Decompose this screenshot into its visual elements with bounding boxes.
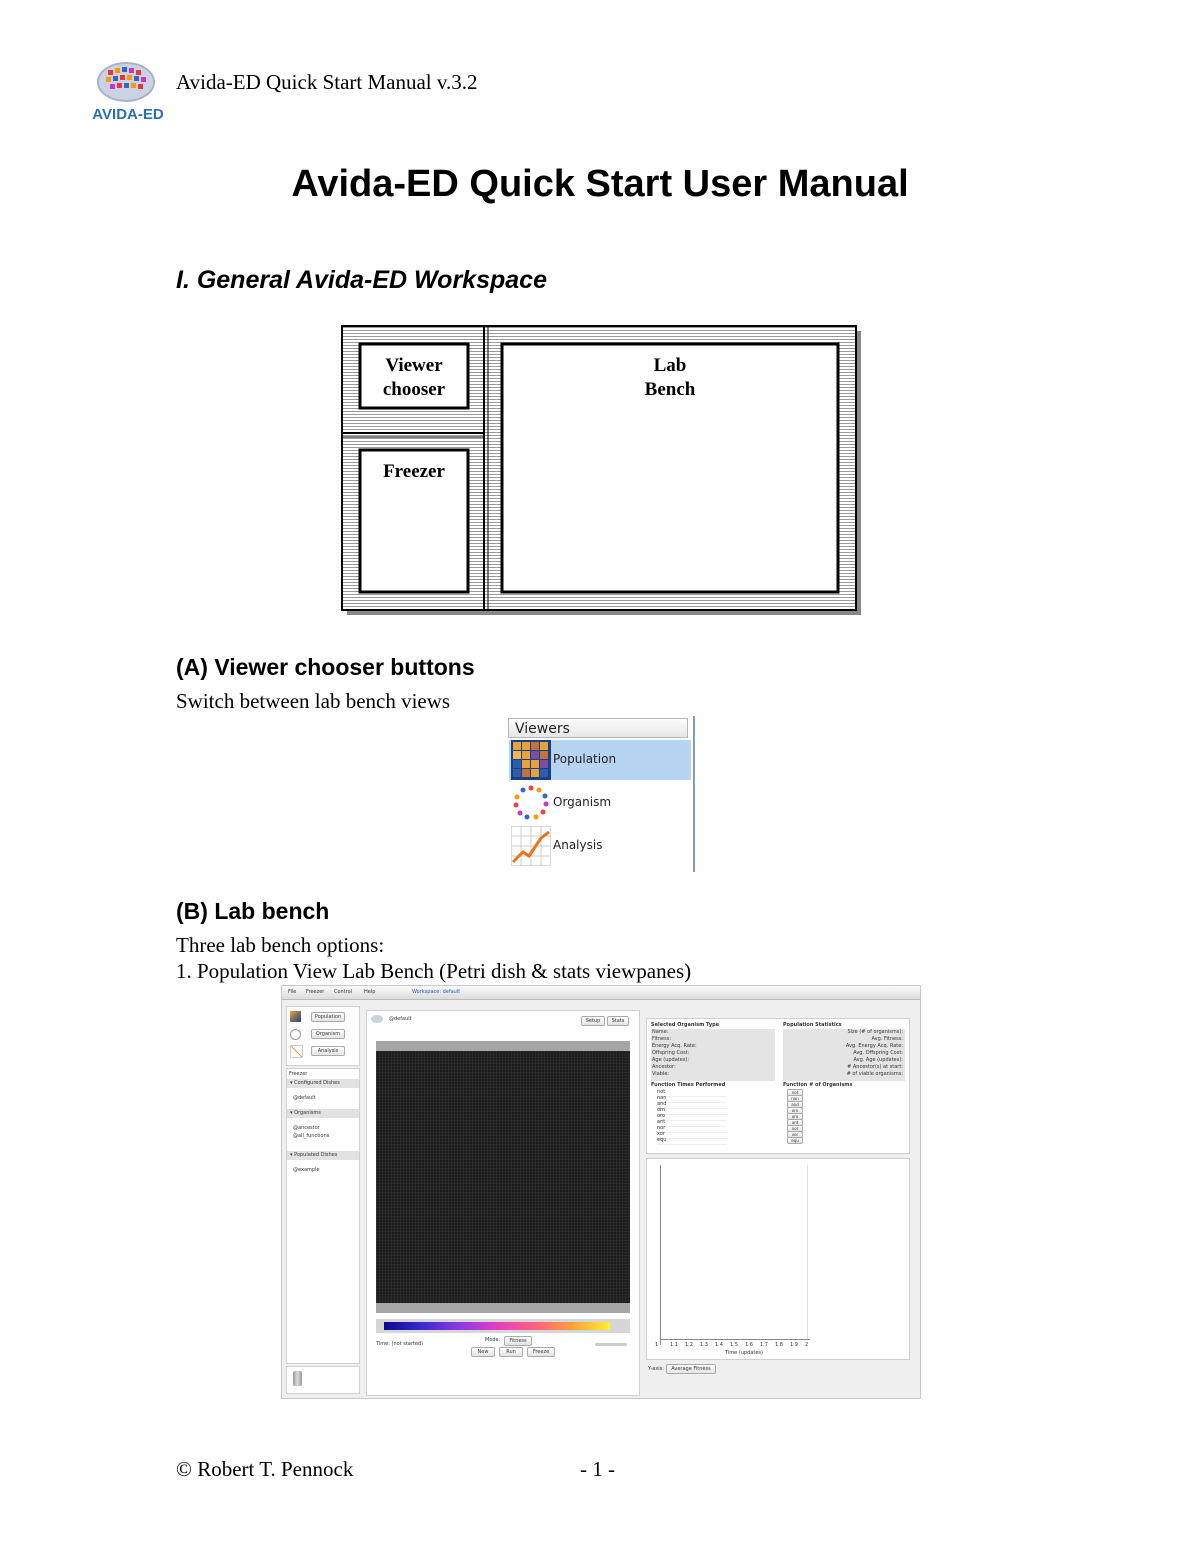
- fitness-scale-bar: [384, 1322, 610, 1330]
- svg-text:AVIDA-ED: AVIDA-ED: [92, 106, 164, 123]
- graph-x-tick: 2: [805, 1342, 809, 1348]
- graph-x-tick: 1: [655, 1342, 659, 1348]
- viewer-organism-label: Organism: [553, 795, 612, 809]
- function-row: oro: [657, 1113, 727, 1121]
- organisms-header[interactable]: ▾ Organisms: [287, 1109, 359, 1118]
- function-toggle-button[interactable]: and: [787, 1101, 803, 1108]
- freezer-title: Freezer: [289, 1071, 308, 1077]
- function-header-right: Function # of Organisms: [783, 1082, 853, 1088]
- menu-file[interactable]: File: [288, 989, 297, 995]
- zoom-slider[interactable]: [595, 1343, 627, 1346]
- population-graph-pane: [646, 1158, 910, 1360]
- footer-copyright: © Robert T. Pennock: [176, 1457, 354, 1481]
- function-toggle-button[interactable]: oro: [787, 1113, 803, 1120]
- function-row: not: [657, 1089, 727, 1097]
- freezer-pane: [286, 1068, 360, 1364]
- population-button[interactable]: Population: [311, 1012, 345, 1022]
- graph-x-tick: 1.3: [700, 1342, 708, 1348]
- graph-x-tick: 1.9: [790, 1342, 798, 1348]
- function-toggle-button[interactable]: equ: [787, 1137, 803, 1144]
- page-number: - 1 -: [580, 1457, 615, 1481]
- function-toggle-button[interactable]: not: [787, 1089, 803, 1096]
- trash-pane: [286, 1366, 360, 1394]
- freeze-button[interactable]: Freeze: [527, 1347, 555, 1357]
- function-row: ant: [657, 1119, 727, 1127]
- graph-x-tick: 1.1: [670, 1342, 678, 1348]
- graph-x-tick: 1.4: [715, 1342, 723, 1348]
- viewer-population-label: Population: [553, 752, 617, 766]
- dish-name: @default: [389, 1016, 412, 1022]
- menu-freezer[interactable]: Freezer: [306, 989, 325, 995]
- viewer-chooser-label: Viewer chooser: [382, 355, 446, 400]
- function-toggle-button[interactable]: nan: [787, 1095, 803, 1102]
- function-header-left: Function Times Performed: [651, 1082, 726, 1088]
- stats-button[interactable]: Stats: [607, 1016, 629, 1026]
- function-row: and: [657, 1101, 727, 1109]
- dish-icon: [371, 1015, 383, 1023]
- population-statistics-title: Population Statistics: [783, 1022, 842, 1028]
- yaxis-select[interactable]: Average Fitness: [666, 1364, 716, 1374]
- yaxis-label: Y-axis:: [648, 1366, 664, 1372]
- graph-x-tick: 1.7: [760, 1342, 768, 1348]
- function-row: xor: [657, 1131, 727, 1139]
- lab-bench-label: Lab Bench: [644, 355, 696, 400]
- stats-pane: Selected Organism Type Name: Fitness: Energy Acq. Rate: Offspring Cost: Age (updates): Ancestor: Viable: Function Times Performed Population Statistics Size (# of organisms): Avg. Fitness: Avg. Energy Acq. Rate: Avg. Offspring Cost: Avg. Age (updates): # Ancestor(s) at start: # of viable organisms: Function # of Organisms not nan and orn oro ant nor xor equ not nan and orn oro ant nor xor equ: [646, 1018, 910, 1154]
- function-row: nor: [657, 1125, 727, 1133]
- analysis-graph-icon: [511, 826, 551, 866]
- population-grid-icon: [290, 1011, 301, 1022]
- population-grid-icon: [511, 740, 551, 780]
- viewer-analysis-label: Analysis: [553, 838, 603, 852]
- workspace-label: Workspace: default: [412, 989, 461, 995]
- viewer-analysis-button[interactable]: [509, 826, 691, 866]
- selected-organism-title: Selected Organism Type: [651, 1022, 720, 1028]
- menu-control[interactable]: Control: [334, 989, 353, 995]
- freezer-item[interactable]: @example: [293, 1167, 320, 1173]
- page-title: Avida-ED Quick Start User Manual: [291, 163, 909, 205]
- function-row: equ: [657, 1137, 727, 1145]
- new-button[interactable]: New: [471, 1347, 495, 1357]
- viewer-population-button[interactable]: [509, 740, 691, 780]
- population-view-screenshot: [281, 985, 921, 1399]
- organism-ring-icon: [511, 783, 551, 823]
- viewers-header: Viewers: [508, 718, 688, 738]
- function-toggle-button[interactable]: xor: [787, 1131, 803, 1138]
- petri-dish-grid[interactable]: [376, 1051, 630, 1303]
- graph-x-tick: 1.6: [745, 1342, 753, 1348]
- menu-help[interactable]: Help: [364, 989, 376, 995]
- section-title: I. General Avida-ED Workspace: [176, 266, 547, 294]
- lab-bench-text-2: 1. Population View Lab Bench (Petri dish & stats viewpanes): [176, 959, 692, 983]
- analysis-button[interactable]: Analysis: [311, 1046, 345, 1056]
- populated-dishes-header[interactable]: ▾ Populated Dishes: [287, 1151, 359, 1160]
- graph-x-tick: 1.2: [685, 1342, 693, 1348]
- time-label: Time: (not started): [376, 1341, 424, 1347]
- configured-dishes-header[interactable]: ▾ Configured Dishes: [287, 1079, 359, 1088]
- organism-ring-icon: [290, 1029, 301, 1040]
- graph-x-axis: [660, 1339, 810, 1340]
- function-toggle-button[interactable]: nor: [787, 1125, 803, 1132]
- graph-x-ticks: [655, 1342, 815, 1350]
- graph-y-axis: [660, 1165, 661, 1345]
- viewer-organism-button[interactable]: [509, 783, 691, 823]
- freezer-item[interactable]: @default: [293, 1095, 316, 1101]
- viewer-chooser-heading: (A) Viewer chooser buttons: [176, 654, 475, 680]
- freezer-item[interactable]: @ancestor: [293, 1125, 320, 1131]
- lab-bench-text-1: Three lab bench options:: [176, 933, 385, 957]
- freezer-item[interactable]: @all_functions: [293, 1133, 330, 1139]
- viewer-chooser-pane: [286, 1006, 360, 1066]
- lab-bench-heading: (B) Lab bench: [176, 898, 330, 924]
- running-header: Avida-ED Quick Start Manual v.3.2: [176, 70, 478, 94]
- setup-button[interactable]: Setup: [581, 1016, 605, 1026]
- graph-x-tick: 1.8: [775, 1342, 783, 1348]
- trash-can-icon[interactable]: [293, 1371, 302, 1386]
- function-row: orn: [657, 1107, 727, 1115]
- organism-button[interactable]: Organism: [311, 1029, 345, 1039]
- petri-dish-pane: [366, 1010, 640, 1396]
- viewers-panel: [505, 716, 695, 872]
- function-toggle-button[interactable]: orn: [787, 1107, 803, 1114]
- run-button[interactable]: Run: [499, 1347, 523, 1357]
- menu-bar: [282, 986, 920, 1000]
- graph-x-label: Time (updates): [725, 1350, 763, 1356]
- freezer-label: Freezer: [383, 461, 445, 482]
- mode-label: Mode:: [485, 1337, 501, 1343]
- graph-x-tick: 1.5: [730, 1342, 738, 1348]
- viewer-chooser-text: Switch between lab bench views: [176, 689, 451, 713]
- analysis-graph-icon: [290, 1045, 303, 1058]
- function-toggle-button[interactable]: ant: [787, 1119, 803, 1126]
- function-row: nan: [657, 1095, 727, 1103]
- mode-select[interactable]: Fitness: [504, 1336, 532, 1346]
- avida-ed-logo: [88, 56, 168, 124]
